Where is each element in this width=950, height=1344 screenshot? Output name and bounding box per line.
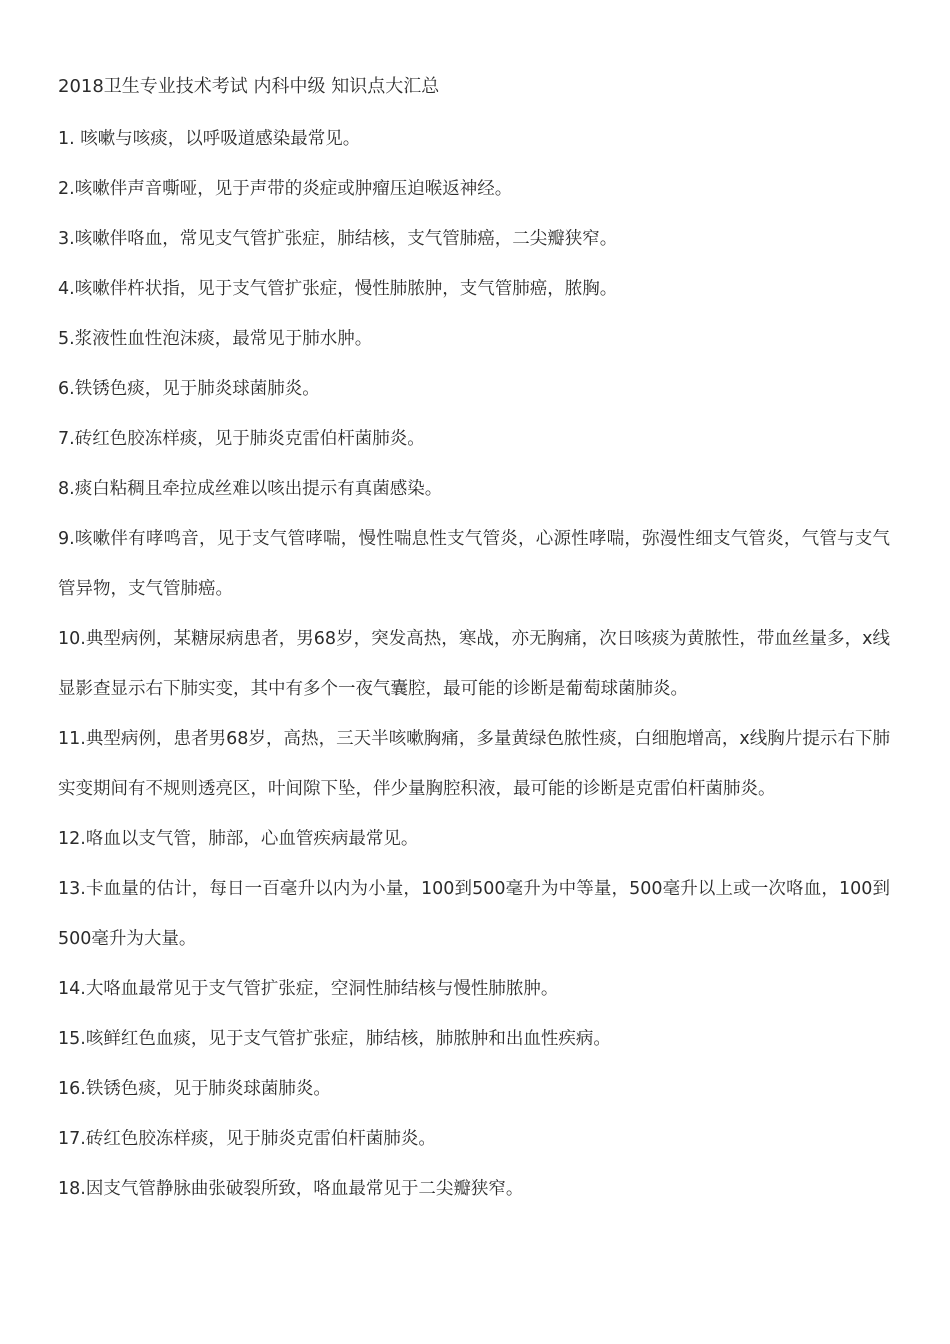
list-item: 8.痰白粘稠且牵拉成丝难以咳出提示有真菌感染。: [58, 479, 443, 499]
list-item: 12.咯血以支气管，肺部，心血管疾病最常见。: [58, 829, 419, 849]
document-title: 2018卫生专业技术考试 内科中级 知识点大汇总: [58, 76, 440, 97]
list-item: 2.咳嗽伴声音嘶哑，见于声带的炎症或肿瘤压迫喉返神经。: [58, 179, 513, 199]
list-item: 16.铁锈色痰，见于肺炎球菌肺炎。: [58, 1079, 331, 1099]
list-item: 15.咳鲜红色血痰，见于支气管扩张症，肺结核，肺脓肿和出血性疾病。: [58, 1029, 611, 1049]
list-item: 1. 咳嗽与咳痰，以呼吸道感染最常见。: [58, 129, 361, 149]
list-item: 13.卡血量的估计，每日一百毫升以内为小量，100到500毫升为中等量，500毫升以上或一次咯血，100到500毫升为大量。: [58, 879, 890, 949]
knowledge-point-list: [58, 114, 890, 1214]
list-item: 6.铁锈色痰，见于肺炎球菌肺炎。: [58, 379, 320, 399]
list-item: 18.因支气管静脉曲张破裂所致，咯血最常见于二尖瓣狭窄。: [58, 1179, 524, 1199]
list-item: 3.咳嗽伴咯血，常见支气管扩张症，肺结核，支气管肺癌，二尖瓣狭窄。: [58, 229, 618, 249]
document-page: [58, 64, 890, 1214]
list-item: 7.砖红色胶冻样痰，见于肺炎克雷伯杆菌肺炎。: [58, 429, 425, 449]
list-item: 9.咳嗽伴有哮鸣音，见于支气管哮喘，慢性喘息性支气管炎，心源性哮喘，弥漫性细支气管炎，气管与支气管异物，支气管肺癌。: [58, 529, 890, 599]
list-item: 11.典型病例，患者男68岁，高热，三天半咳嗽胸痛，多量黄绿色脓性痰，白细胞增高，x线胸片提示右下肺实变期间有不规则透亮区，叶间隙下坠，伴少量胸腔积液，最可能的诊断是克雷伯杆菌肺炎。: [58, 729, 890, 799]
list-item: 14.大咯血最常见于支气管扩张症，空洞性肺结核与慢性肺脓肿。: [58, 979, 559, 999]
list-item: 17.砖红色胶冻样痰，见于肺炎克雷伯杆菌肺炎。: [58, 1129, 436, 1149]
list-item: 10.典型病例，某糖尿病患者，男68岁，突发高热，寒战，亦无胸痛，次日咳痰为黄脓性，带血丝量多，x线显影查显示右下肺实变，其中有多个一夜气囊腔，最可能的诊断是葡萄球菌肺炎。: [58, 629, 890, 699]
list-item: 5.浆液性血性泡沫痰，最常见于肺水肿。: [58, 329, 373, 349]
list-item: 4.咳嗽伴杵状指，见于支气管扩张症，慢性肺脓肿，支气管肺癌，脓胸。: [58, 279, 618, 299]
